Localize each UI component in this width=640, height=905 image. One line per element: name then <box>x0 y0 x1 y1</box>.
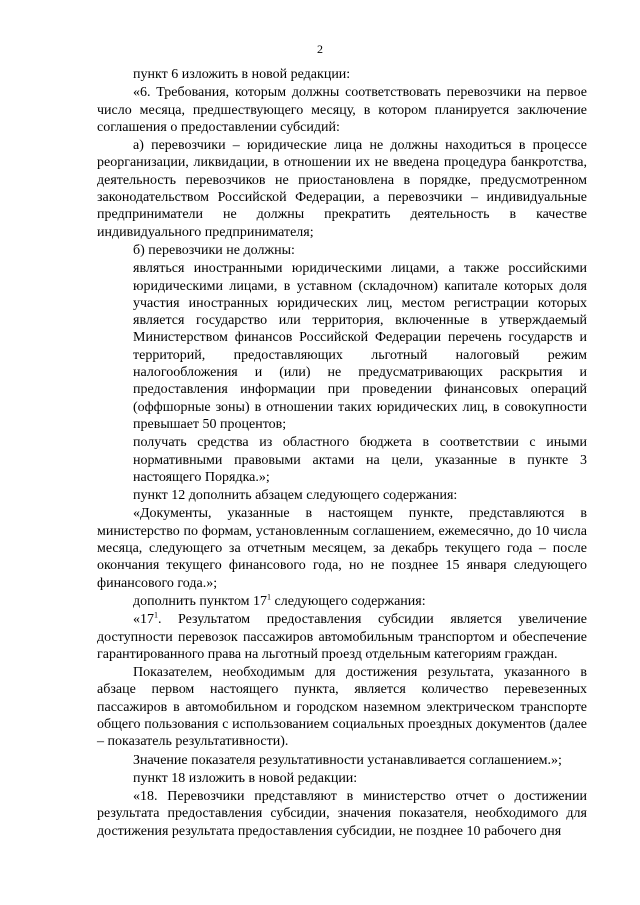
paragraph-item-a: а) перевозчики – юридические лица не должны находиться в процессе реорганизации, ликвидации, в отношении их не введена процедура банкротства, деятельность перевозчиков не приостановлена в порядке, предусмотренном законодательством Российской Федерации, а перевозчики – индивидуальные предприниматели не должны прекратить деятельность в качестве индивидуального предпринимателя; <box>97 138 587 240</box>
paragraph-requirements: «6. Требования, которым должны соответствовать перевозчики на первое число месяца, предшествующего месяцу, в котором планируется заключение соглашения о предоставлении субсидий: <box>97 85 587 135</box>
paragraph-p18-report: «18. Перевозчики представляют в министерство отчет о достижении результата предоставления субсидии, значения показателя, необходимого для достижения результата предоставления субсидии, не позднее 10 рабочего дня <box>97 789 587 839</box>
paragraph-foreign-entities: являться иностранными юридическими лицами, а также российскими юридическими лицами, в уставном (складочном) капитале которых доля участия иностранных юридических лиц, местом регистрации которых является государство или территория, включенные в утверждаемый Министерством финансов Российской Федерации перечень государств и территорий, предоставляющих льготный налоговый режим налогообложения и (или) не предусматривающих раскрытия и предоставления информации при проведении финансовых операций (оффшорные зоны) в отношении таких юридических лиц, в совокупности превышает 50 процентов; <box>133 261 587 432</box>
text-after: следующего содержания: <box>271 593 426 609</box>
paragraph-instruction-p12: пункт 12 дополнить абзацем следующего содержания: <box>133 488 458 504</box>
superscript: 1 <box>267 592 272 602</box>
text-before: «17 <box>133 612 154 628</box>
paragraph-instruction-p18: пункт 18 изложить в новой редакции: <box>133 770 358 786</box>
paragraph-p17-1-result <box>97 611 587 663</box>
paragraph-indicator-value: Значение показателя результативности устанавливается соглашением.»; <box>133 752 562 768</box>
document-body <box>97 66 587 840</box>
paragraph-instruction-p17-1 <box>97 593 587 610</box>
paragraph-instruction-p6: пункт 6 изложить в новой редакции: <box>133 67 351 82</box>
paragraph-item-b: б) перевозчики не должны: <box>133 242 295 258</box>
text-after: . Результатом предоставления субсидии является увеличение доступности перевозок пассажиров автомобильным транспортом и обеспечение гарантированного права на льготный проезд отдельным категориям граждан. <box>97 612 587 662</box>
text-before: дополнить пунктом 17 <box>133 593 268 609</box>
paragraph-indicator: Показателем, необходимым для достижения результата, указанного в абзаце первом настоящего пункта, является количество перевезенных пассажиров в автомобильном и городском наземном электрическом транспорте общего пользования с использованием социальных проездных документов (далее – показатель результативности). <box>97 665 587 750</box>
superscript: 1 <box>154 610 158 620</box>
paragraph-budget-funds: получать средства из областного бюджета в соответствии с иными нормативными правовыми актами на цели, указанные в пункте 3 настоящего Порядка.»; <box>133 435 587 485</box>
paragraph-documents: «Документы, указанные в настоящем пункте, представляются в министерство по формам, установленным соглашением, ежемесячно, до 10 числа месяца, следующего за отчетным месяцем, за декабрь текущего года – после окончания текущего финансового года, но не позднее 15 января следующего финансового года.»; <box>97 506 587 591</box>
page-number: 2 <box>317 42 323 56</box>
